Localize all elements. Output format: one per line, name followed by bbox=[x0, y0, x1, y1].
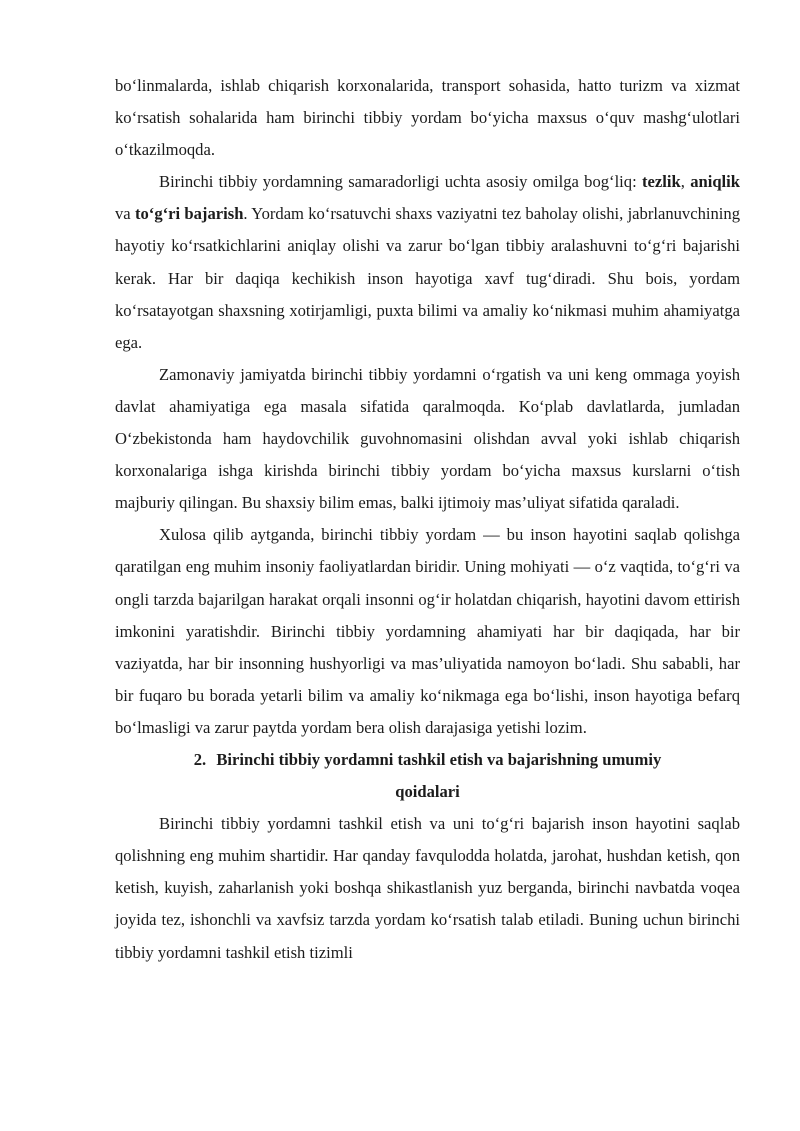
term-tezlik: tezlik bbox=[642, 172, 681, 192]
paragraph-2-intro: Birinchi tibbiy yordamning samaradorligi uchta asosiy omilga bog‘liq: bbox=[159, 172, 643, 192]
section-heading-line-2: qoidalari bbox=[395, 782, 460, 802]
term-aniqlik: aniqlik bbox=[690, 172, 741, 192]
term-togri-bajarish: to‘g‘ri bajarish bbox=[134, 204, 244, 224]
section-title-line-1: Birinchi tibbiy yordamni tashkil etish va bajarishning umumiy bbox=[216, 749, 662, 769]
separator-1: , bbox=[680, 172, 691, 192]
section-number: 2. bbox=[193, 749, 207, 769]
paragraph-5: Birinchi tibbiy yordamni tashkil etish va uni to‘g‘ri bajarish inson hayotini saqlab qolishning eng muhim shartidir. Har qanday favqulodda holatda, jarohat, hushdan ketish, qon ketish, kuyish, zaharlanish yoki boshqa shikastlanish yuz berganda, birinchi navbatda voqea joyida tez, ishonchli va xavfsiz tarzda yordam ko‘rsatish talab etiladi. Buning uchun birinchi tibbiy yordamni tashkil etish tizimli bbox=[115, 814, 740, 962]
separator-2: va bbox=[115, 204, 135, 224]
paragraph-2-rest: . Yordam ko‘rsatuvchi shaxs vaziyatni tez baholay olishi, jabrlanuvchining hayotiy ko‘rsatkichlarini aniqlay olishi va zarur bo‘lgan tibbiy aralashuvni to‘g‘ri bajarishi kerak. Har bir daqiqa kechikish inson hayotiga xavf tug‘diradi. Shu bois, yordam ko‘rsatayotgan shaxsning xotirjamligi, puxta bilimi va amaliy ko‘nikmasi muhim ahamiyatga ega. bbox=[115, 204, 741, 352]
paragraph-4: Xulosa qilib aytganda, birinchi tibbiy yordam — bu inson hayotini saqlab qolishga qaratilgan eng muhim insoniy faoliyatlardan biridir. Uning mohiyati — o‘z vaqtida, to‘g‘ri va ongli tarzda bajarilgan harakat orqali insonni og‘ir holatdan chiqarish, hayotini davom ettirish imkonini yaratishdir. Birinchi tibbiy yordamning ahamiyati har bir daqiqada, har bir vaziyatda, har bir insonning hushyorligi va mas’uliyatida namoyon bo‘ladi. Shu sababli, har bir fuqaro bu borada yetarli bilim va amaliy ko‘nikmaga ega bo‘lishi, inson hayotiga befarq bo‘lmasligi va zarur paytda yordam bera olish darajasiga yetishi lozim. bbox=[115, 525, 740, 737]
paragraph-1: bo‘linmalarda, ishlab chiqarish korxonalarida, transport sohasida, hatto turizm va xizmat ko‘rsatish sohalarida ham birinchi tibbiy yordam bo‘yicha maxsus o‘quv mashg‘ulotlari o‘tkazilmoqda. bbox=[115, 76, 740, 160]
paragraph-2 bbox=[115, 166, 740, 359]
section-heading bbox=[115, 744, 740, 808]
section-heading-line-1 bbox=[115, 744, 740, 776]
paragraph-3: Zamonaviy jamiyatda birinchi tibbiy yordamni o‘rgatish va uni keng ommaga yoyish davlat ahamiyatiga ega masala sifatida qaralmoqda. Ko‘plab davlatlarda, jumladan O‘zbekistonda ham haydovchilik guvohnomasini olishdan avval yoki ishlab chiqarish korxonalariga ishga kirishda birinchi tibbiy yordam bo‘yicha maxsus kurslarni o‘tish majburiy qilingan. Bu shaxsiy bilim emas, balki ijtimoiy mas’uliyat sifatida qaraladi. bbox=[115, 364, 740, 513]
document-body bbox=[115, 70, 740, 969]
